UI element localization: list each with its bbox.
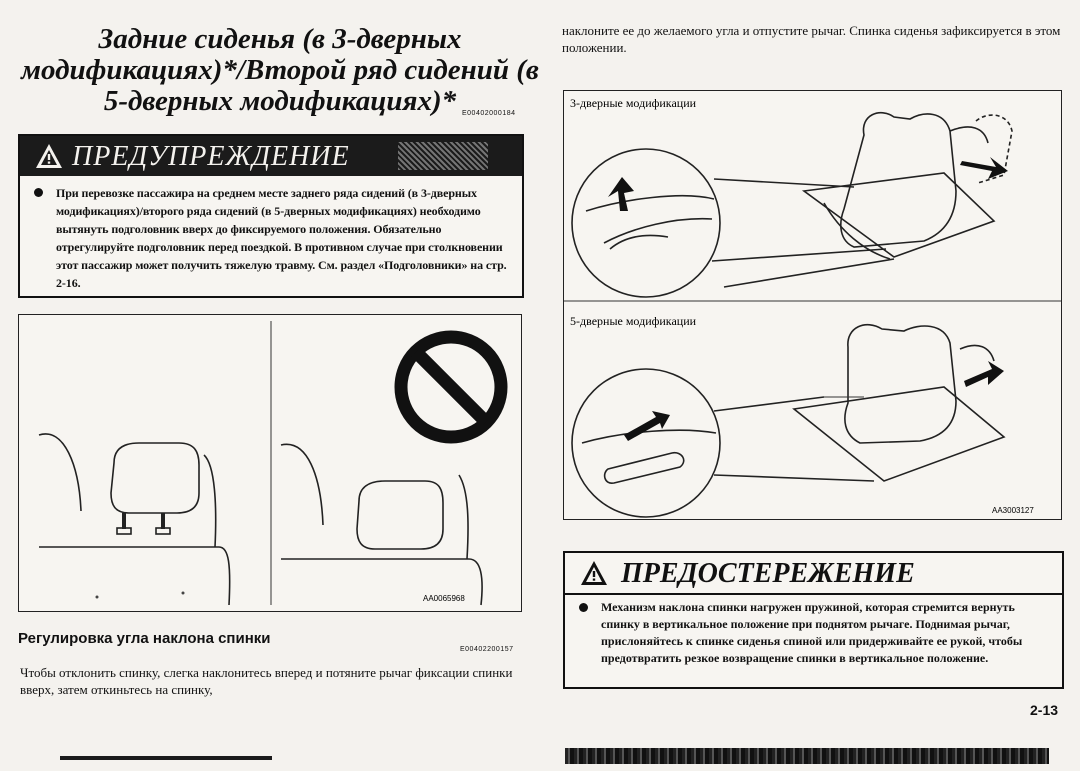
page-title: Задние сиденья (в 3-дверных модификациях)*/Второй ряд сидений (в 5-дверных модификациях)* [21, 23, 539, 117]
scan-bar-right [565, 748, 1049, 764]
body-paragraph: Чтобы отклонить спинку, слегка наклонитесь вперед и потяните рычаг фиксации спинки вверх, затем откиньтесь на спинку, [20, 665, 513, 697]
caution-header [565, 553, 1062, 595]
figure-id: AA0065968 [423, 594, 465, 603]
headrest-figure [18, 314, 522, 612]
recline-figure [563, 90, 1062, 520]
recline-arrow-icon-2 [964, 361, 1004, 387]
page-number: 2-13 [1030, 702, 1059, 718]
lever-arrow-icon [608, 177, 634, 211]
continuation-paragraph: наклоните ее до желаемого угла и отпустите рычаг. Спинка сиденья зафиксируется в этом положении. [562, 23, 1061, 55]
bullet-icon-2 [579, 603, 588, 612]
section-code: E00402000184 [462, 110, 516, 117]
warning-triangle-icon [34, 142, 64, 170]
scan-bar-left [60, 756, 272, 760]
warning-box [18, 134, 524, 298]
label-3door: 3-дверные модификации [570, 96, 697, 110]
caution-triangle-icon [579, 559, 609, 587]
warning-heading: ПРЕДУПРЕЖДЕНИЕ [72, 141, 350, 172]
label-5door: 5-дверные модификации [570, 314, 697, 328]
section-title: Регулировка угла наклона спинки [18, 630, 271, 647]
zoom-circle-2 [572, 369, 720, 517]
warning-header [20, 136, 522, 176]
lever-arrow-icon-2 [624, 411, 670, 441]
bullet-icon [34, 188, 43, 197]
headrest-illustration [19, 315, 521, 611]
section-code-2: E00402200157 [460, 646, 514, 653]
seat-recline-illustration [564, 91, 1061, 519]
figure-id-2: AA3003127 [992, 506, 1034, 515]
scan-noise [398, 142, 488, 170]
caution-box [563, 551, 1064, 689]
warning-text: При перевозке пассажира на среднем месте заднего ряда сидений (в 3-дверных модификациях)/второго ряда сидений (в 5-дверных модификациях) необходимо вытянуть подголовник вверх до фиксируемого положения. Обязательно отрегулируйте подголовник перед поездкой. В противном случае при столкновении этот пассажир может получить тяжелую травму. См. раздел «Подголовники» на стр. 2-16. [56, 186, 507, 290]
zoom-circle [572, 149, 720, 297]
caution-text: Механизм наклона спинки нагружен пружиной, которая стремится вернуть спинку в вертикальное положение при поднятом рычаге. Поднимая рычаг, прислоняйтесь к спинке сиденья спиной или придерживайте ее рукой, чтобы предотвратить резкое возвращение спинки в вертикальное положение. [601, 600, 1023, 665]
caution-heading: ПРЕДОСТЕРЕЖЕНИЕ [621, 558, 915, 589]
